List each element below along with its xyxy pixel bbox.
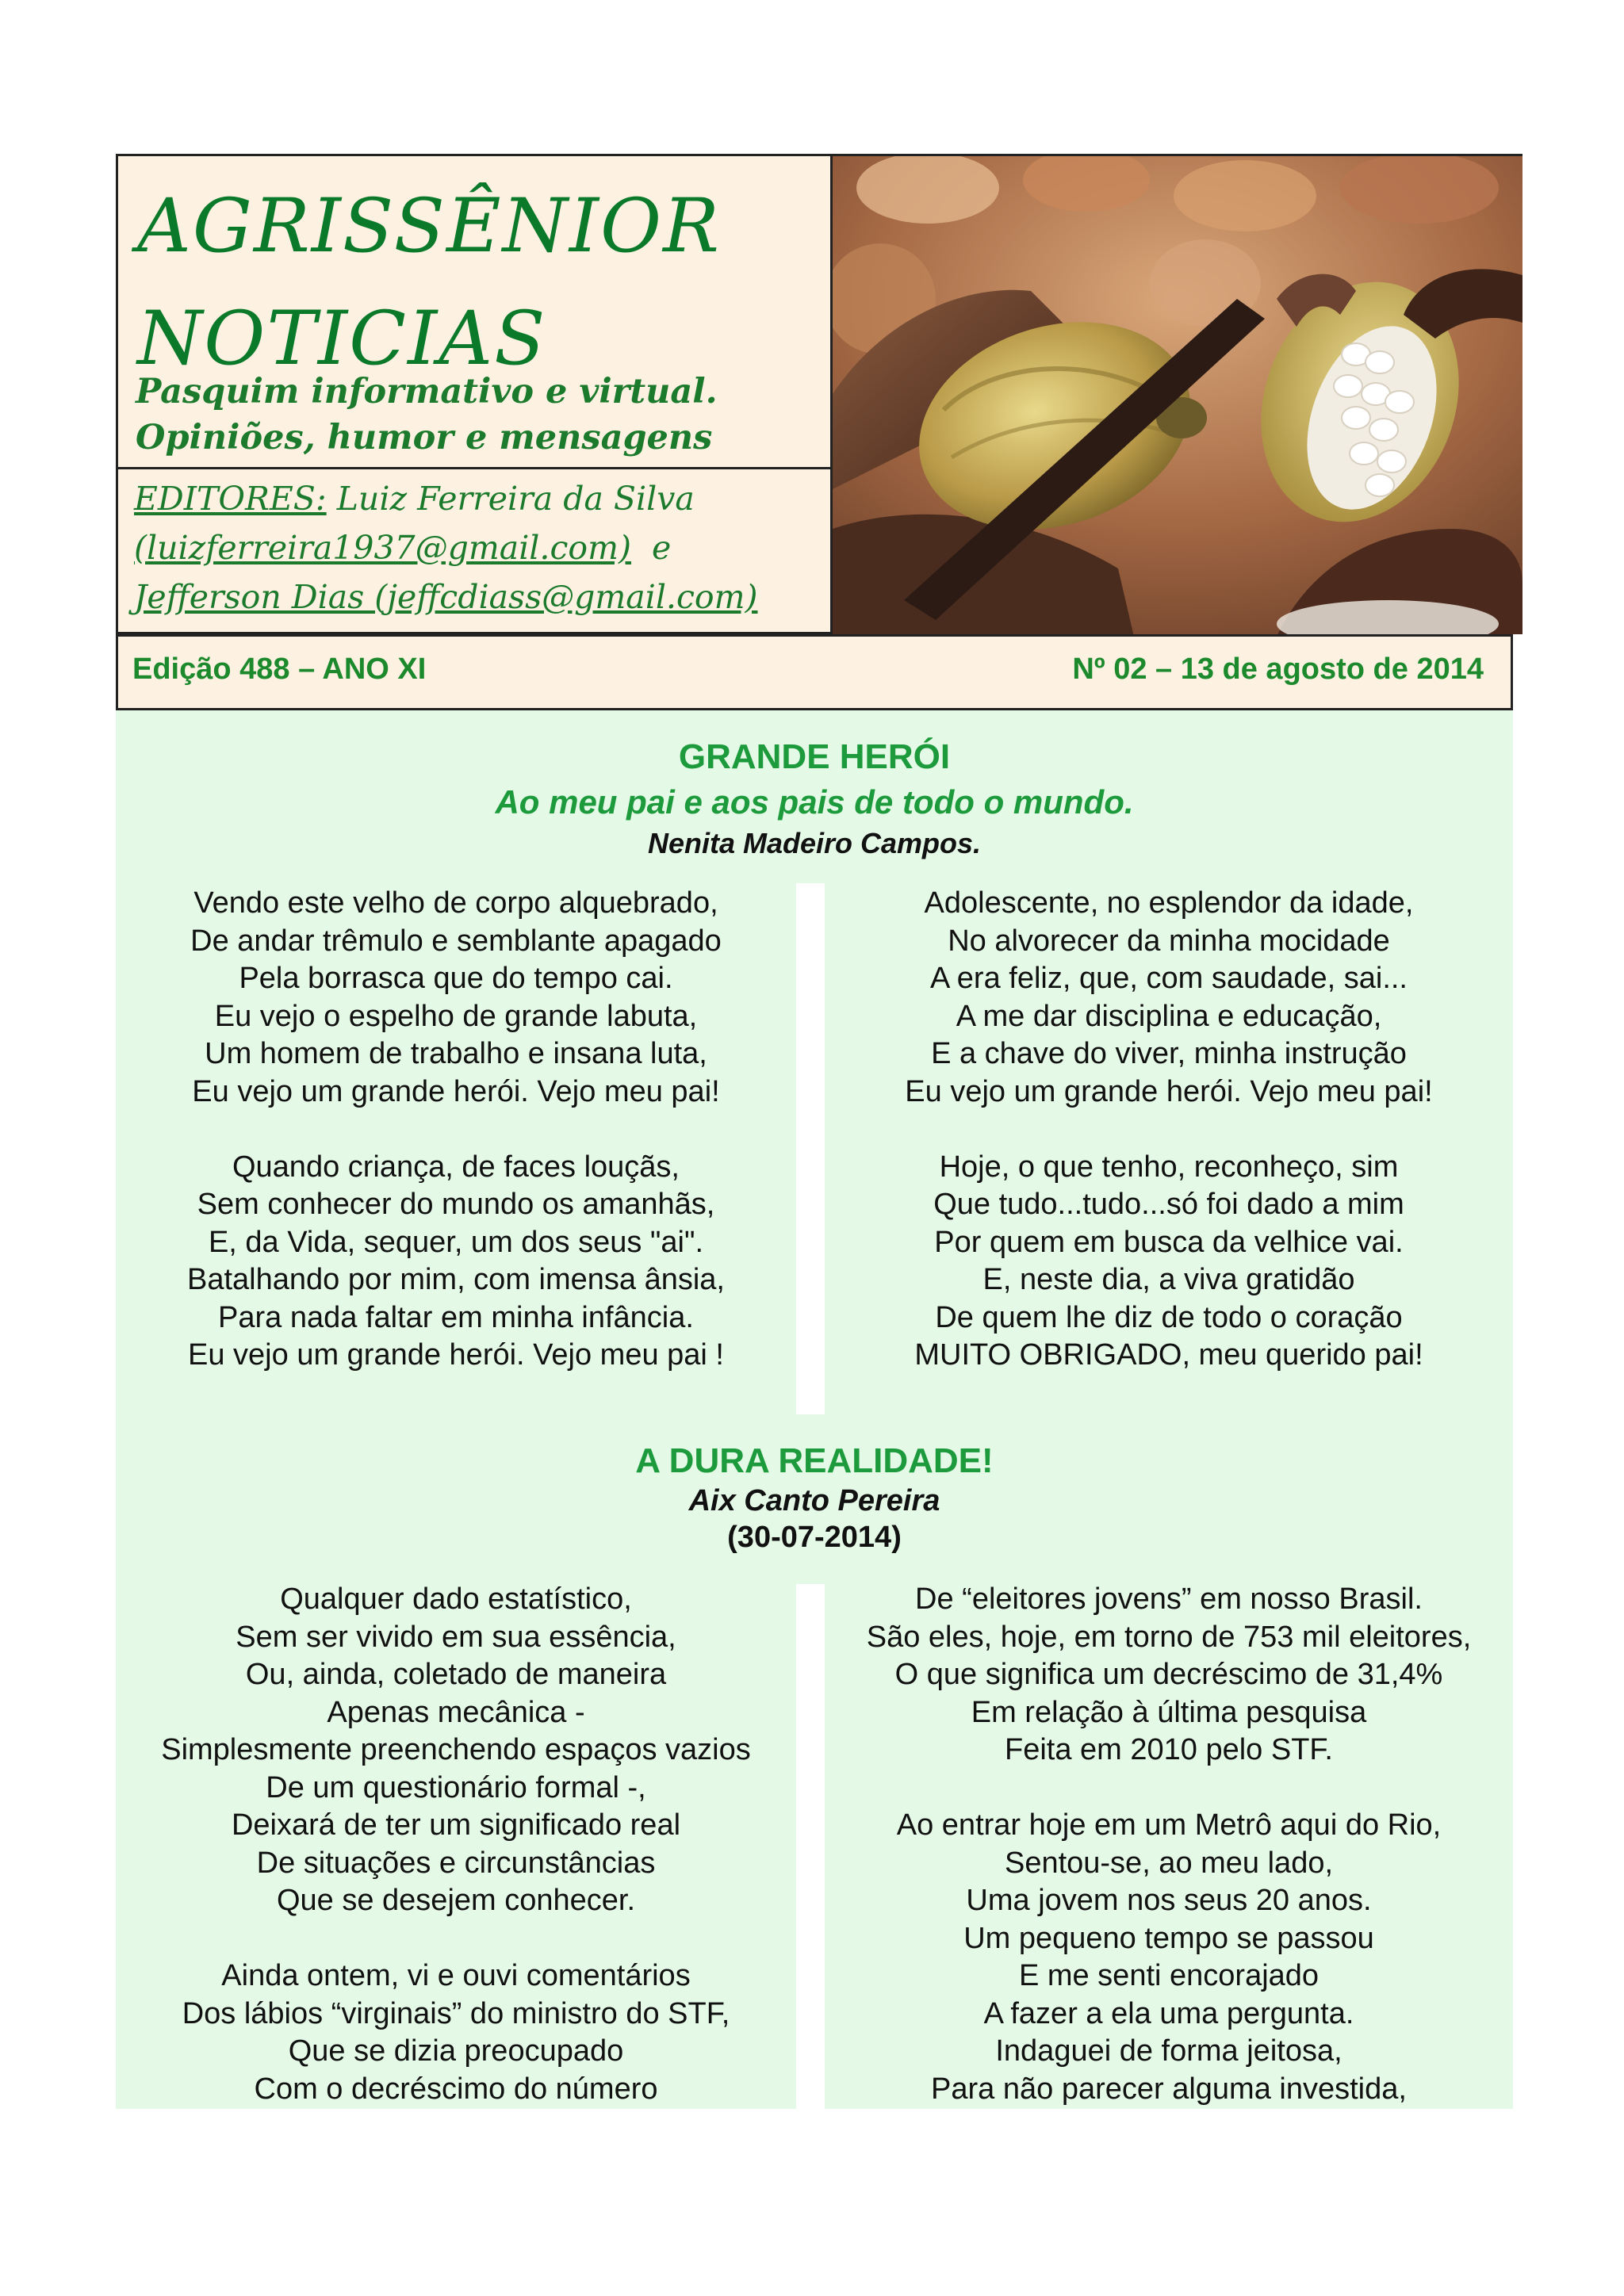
poem-line: Batalhando por mim, com imensa ânsia,: [187, 1263, 725, 1296]
poem-line: De um questionário formal -,: [266, 1770, 646, 1804]
poem-line: Adolescente, no esplendor da idade,: [924, 886, 1414, 920]
poem-line: Que tudo...tudo...só foi dado a mim: [933, 1188, 1404, 1221]
poem-line: Ou, ainda, coletado de maneira: [245, 1658, 667, 1691]
newsletter-title: [137, 170, 721, 396]
poem-line: Qualquer dado estatístico,: [280, 1582, 632, 1616]
poem-line: Ainda ontem, vi e ouvi comentários: [221, 1959, 691, 1992]
poem-line: Que se dizia preocupado: [288, 2034, 624, 2068]
poem-line: A fazer a ela uma pergunta.: [983, 1996, 1354, 2030]
poem-line: Dos lábios “virginais” do ministro do STF,: [182, 1996, 730, 2030]
poem-line: Quando criança, de faces louçãs,: [232, 1150, 680, 1184]
masthead-title-box: [116, 154, 833, 469]
poem-line: Um homem de trabalho e insana luta,: [205, 1037, 707, 1070]
article-1-author: Nenita Madeiro Campos.: [647, 827, 982, 859]
poem-line: Deixará de ter um significado real: [231, 1808, 681, 1842]
edition-bar: [116, 634, 1513, 710]
poem-line: Para não parecer alguma investida,: [931, 2072, 1407, 2106]
stanza: [116, 1581, 796, 1920]
poem-line: Apenas mecânica -: [327, 1695, 585, 1729]
poem-line: Para nada faltar em minha infância.: [218, 1300, 694, 1334]
article-1-title: GRANDE HERÓI: [678, 737, 951, 776]
stanza: [825, 1149, 1513, 1375]
poem-line: A me dar disciplina e educação,: [956, 999, 1382, 1033]
poem-line: Com o decréscimo do número: [254, 2072, 658, 2106]
title-line-1: AGRISSÊNIOR: [137, 183, 721, 270]
poem-line: Que se desejem conhecer.: [276, 1884, 636, 1917]
poem-line: Pela borrasca que do tempo cai.: [239, 962, 673, 995]
title-line-2: NOTICIAS: [137, 296, 547, 382]
poem-line: O que significa um decréscimo de 31,4%: [894, 1658, 1443, 1691]
tagline-line-1: Pasquim informativo e virtual.: [136, 372, 718, 411]
stanza: [825, 1807, 1513, 2108]
article-2-author: Aix Canto Pereira: [688, 1484, 940, 1517]
article-2-date: (30-07-2014): [727, 1521, 902, 1554]
article-2-right-column: [825, 1581, 1513, 2146]
editor-1-email[interactable]: (luizferreira1937@gmail.com): [134, 529, 631, 567]
poem-line: Ao entrar hoje em um Metrô aqui do Rio,: [896, 1808, 1442, 1842]
poem-line: Eu vejo um grande herói. Vejo meu pai!: [905, 1074, 1433, 1108]
poem-line: Sentou-se, ao meu lado,: [1004, 1846, 1334, 1880]
article-1-right-column: [825, 885, 1513, 1412]
poem-line: E, neste dia, a viva gratidão: [982, 1263, 1355, 1296]
poem-line: E, da Vida, sequer, um dos seus "ai".: [208, 1225, 704, 1259]
poem-line: Em relação à última pesquisa: [971, 1695, 1367, 1729]
article-1-subtitle: Ao meu pai e aos pais de todo o mundo.: [495, 783, 1134, 821]
column-divider-2: [796, 1584, 825, 2109]
editors-text: [134, 474, 758, 622]
poem-line: Eu vejo o espelho de grande labuta,: [214, 999, 698, 1033]
poem-line: A era feliz, que, com saudade, sai...: [929, 962, 1408, 995]
poem-line: De “eleitores jovens” em nosso Brasil.: [915, 1582, 1423, 1616]
stanza: [116, 1957, 796, 2108]
poem-line: Feita em 2010 pelo STF.: [1005, 1733, 1333, 1766]
poem-line: Indaguei de forma jeitosa,: [995, 2034, 1342, 2068]
poem-line: Uma jovem nos seus 20 anos.: [966, 1884, 1372, 1917]
poem-line: Hoje, o que tenho, reconheço, sim: [939, 1150, 1399, 1184]
edition-number: Edição 488 – ANO XI: [132, 652, 427, 686]
poem-line: De situações e circunstâncias: [256, 1846, 656, 1880]
poem-line: MUITO OBRIGADO, meu querido pai!: [914, 1338, 1423, 1372]
cocoa-pods-image: [833, 156, 1522, 634]
article-1-left-column: [116, 885, 796, 1412]
article-2-title: A DURA REALIDADE!: [635, 1441, 994, 1480]
tagline-line-2: Opiniões, humor e mensagens: [136, 418, 713, 457]
cocoa-photo: [833, 154, 1522, 634]
poem-line: E a chave do viver, minha instrução: [931, 1037, 1407, 1070]
editor-2-contact[interactable]: Jefferson Dias (jeffcdiass@gmail.com): [134, 578, 758, 616]
poem-line: De quem lhe diz de todo o coração: [935, 1300, 1403, 1334]
newsletter-tagline: [136, 369, 718, 461]
stanza: [825, 1581, 1513, 1770]
poem-line: De andar trêmulo e semblante apagado: [190, 924, 722, 958]
poem-line: Eu vejo um grande herói. Vejo meu pai !: [188, 1338, 724, 1372]
editor-1-name: Luiz Ferreira da Silva: [326, 480, 695, 518]
poem-line: Um pequeno tempo se passou: [963, 1921, 1374, 1955]
column-divider-1: [796, 883, 825, 1414]
poem-line: São eles, hoje, em torno de 753 mil eleitores,: [866, 1620, 1472, 1654]
article-2-left-column: [116, 1581, 796, 2146]
editors-label: EDITORES:: [134, 480, 327, 518]
editors-conjunction: e: [630, 529, 672, 567]
stanza: [825, 885, 1513, 1111]
issue-date: Nº 02 – 13 de agosto de 2014: [1072, 652, 1484, 686]
poem-line: Sem conhecer do mundo os amanhãs,: [197, 1188, 715, 1221]
stanza: [116, 1149, 796, 1375]
poem-line: Simplesmente preenchendo espaços vazios: [161, 1733, 751, 1766]
poem-line: Sem ser vivido em sua essência,: [236, 1620, 676, 1654]
poem-line: Vendo este velho de corpo alquebrado,: [193, 886, 718, 920]
editors-box: [116, 469, 833, 634]
stanza: [116, 885, 796, 1111]
poem-line: Eu vejo um grande herói. Vejo meu pai!: [192, 1074, 720, 1108]
poem-line: Por quem em busca da velhice vai.: [934, 1225, 1404, 1259]
poem-line: No alvorecer da minha mocidade: [948, 924, 1390, 958]
poem-line: E me senti encorajado: [1018, 1959, 1320, 1992]
